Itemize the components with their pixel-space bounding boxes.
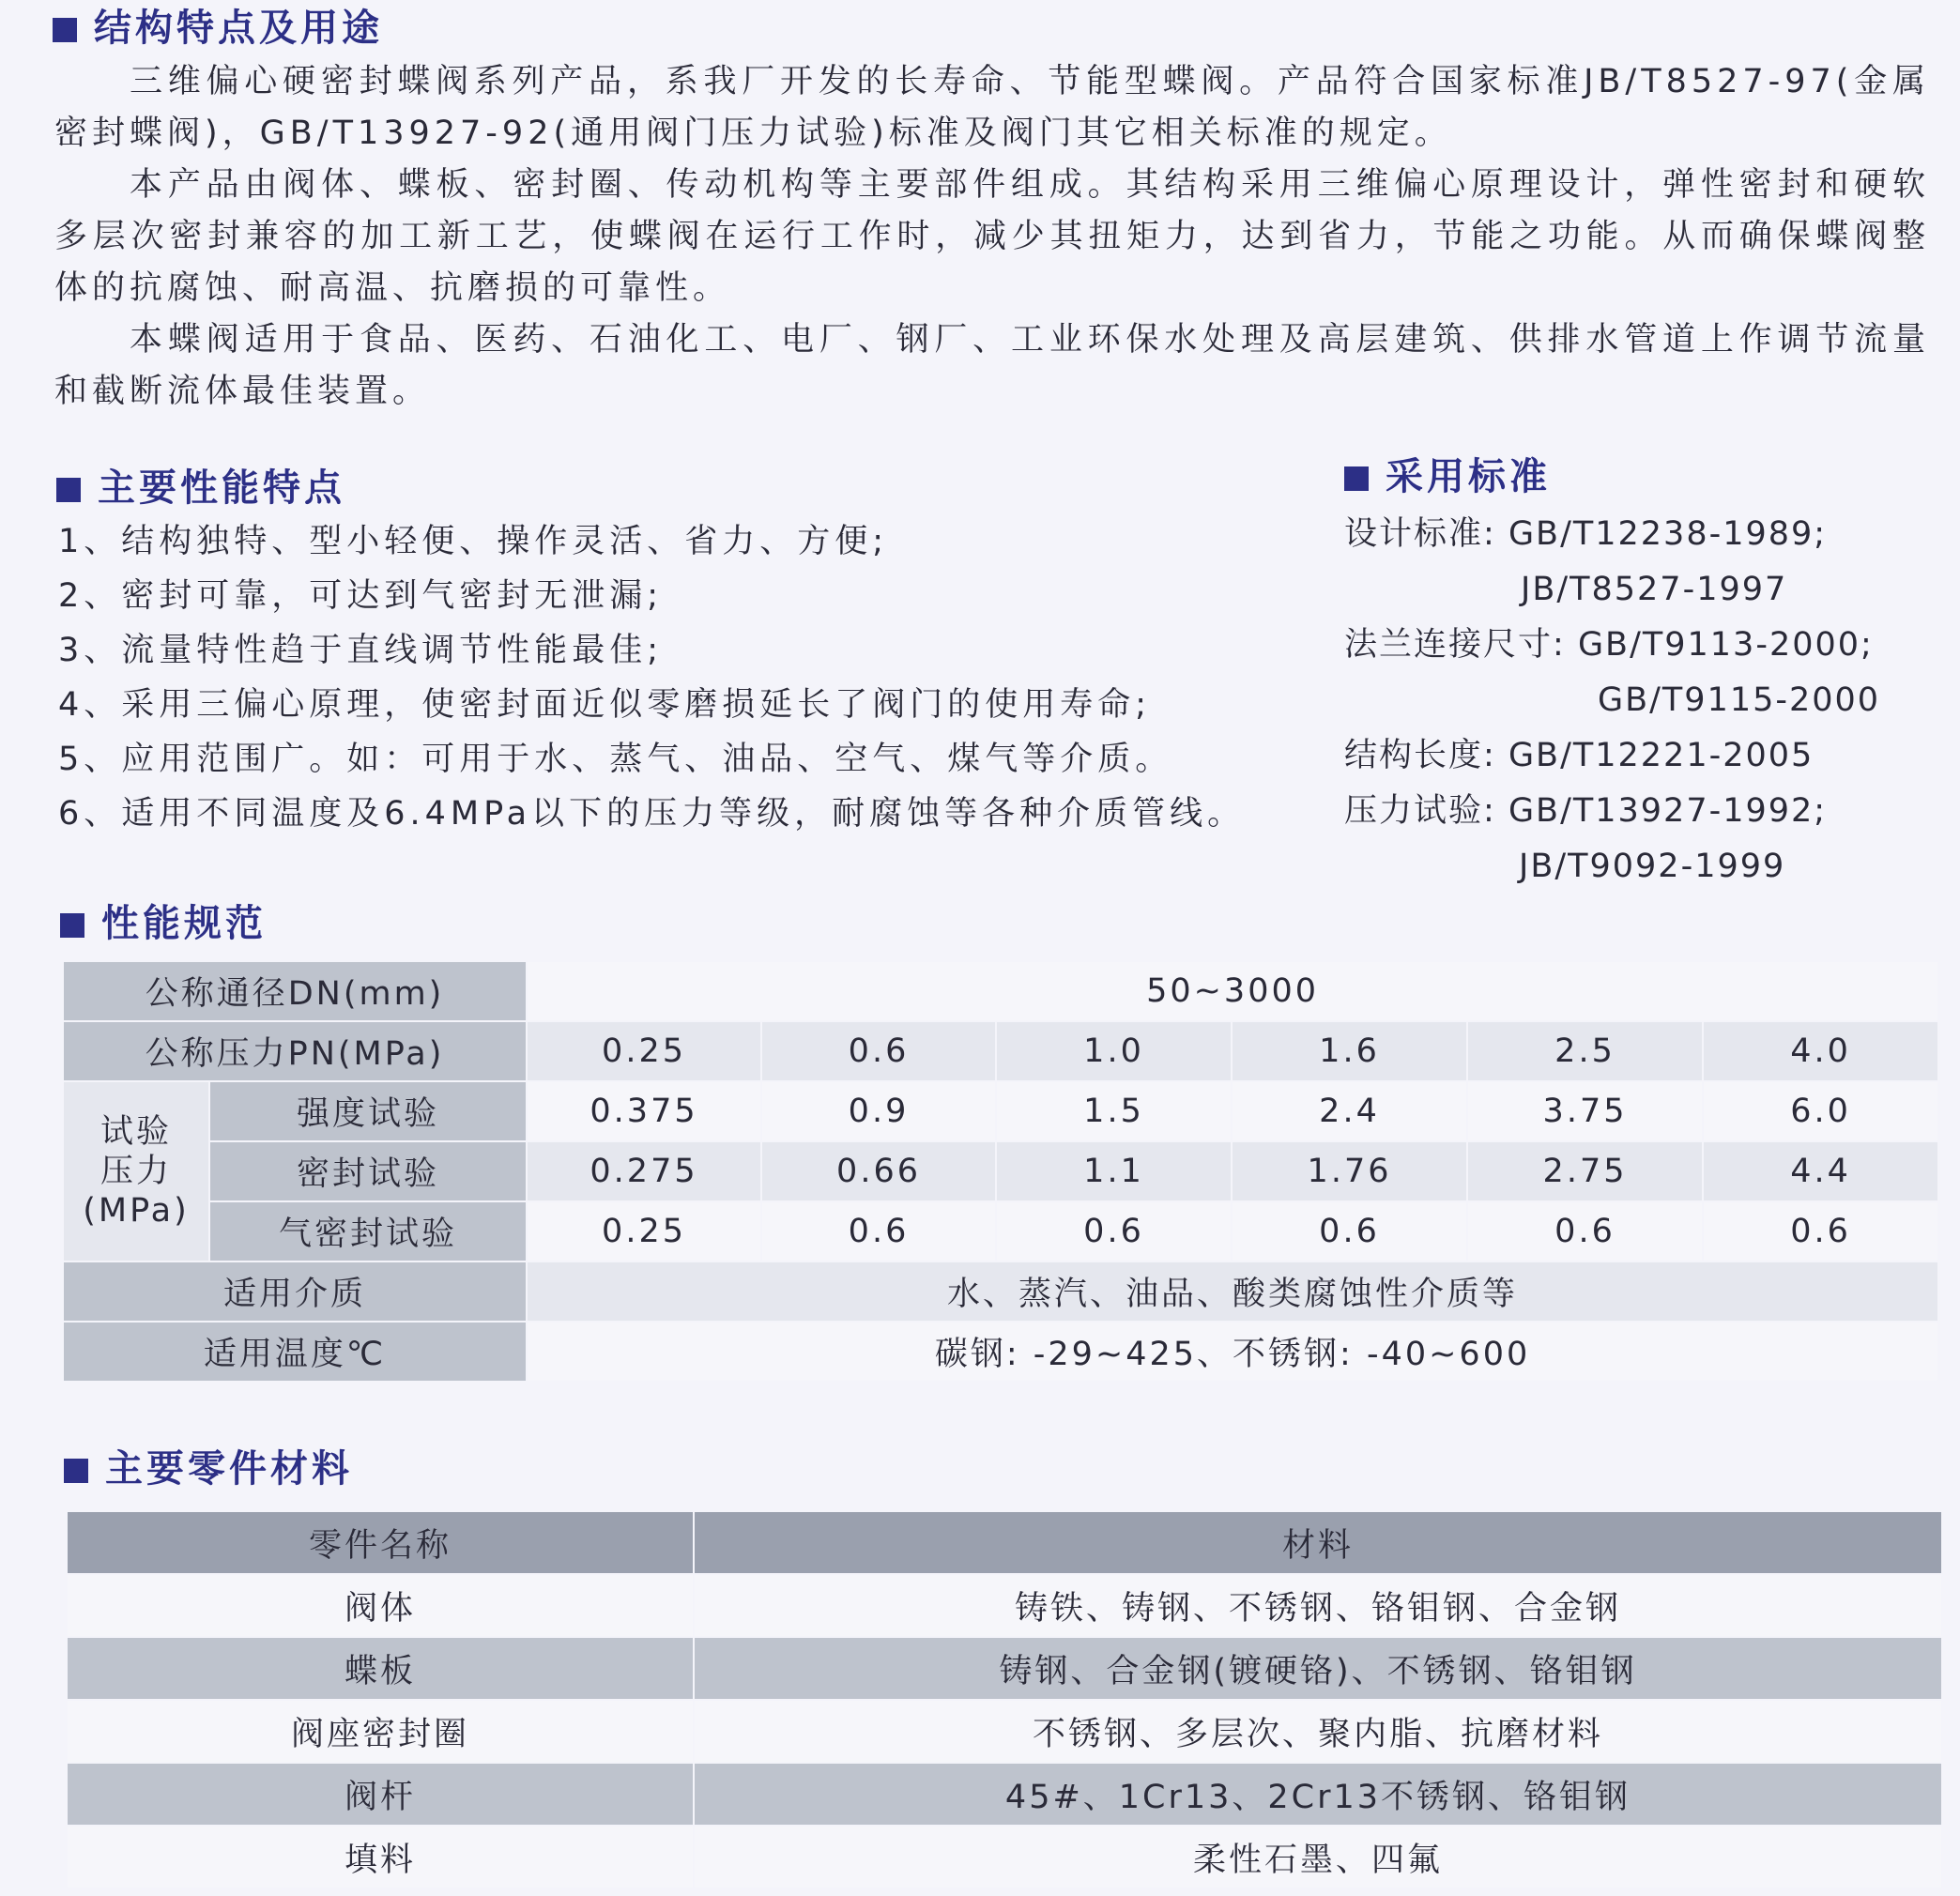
seal-value: 1.76 [1232, 1141, 1467, 1201]
table-row [63, 1322, 1938, 1382]
table-row [67, 1763, 1942, 1826]
seal-test-label: 密封试验 [209, 1141, 527, 1201]
part-name: 阀座密封圈 [67, 1700, 694, 1763]
strength-value: 0.9 [761, 1081, 996, 1141]
air-value: 0.6 [1467, 1201, 1703, 1261]
paragraph-structure: 本产品由阀体、蝶板、密封圈、传动机构等主要部件组成。其结构采用三维偏心原理设计，弹性密封和硬软多层次密封兼容的加工新工艺，使蝶阀在运行工作时，减少其扭矩力，达到省力，节能之功能。从而确保蝶阀整体的抗腐蚀、耐高温、抗磨损的可靠性。 [54, 166, 1930, 307]
header-material: 材料 [694, 1511, 1942, 1574]
feature-item: 1、结构独特、型小轻便、操作灵活、省力、方便; [58, 523, 889, 560]
table-row [63, 1021, 1938, 1081]
part-name: 填料 [67, 1826, 694, 1888]
paragraph-intro: 三维偏心硬密封蝶阀系列产品，系我厂开发的长寿命、节能型蝶阀。产品符合国家标准JB/T8527-97(金属密封蝶阀)，GB/T13927-92(通用阀门压力试验)标准及阀门其它相关标准的规定。 [54, 63, 1930, 152]
part-material: 铸钢、合金钢(镀硬铬)、不锈钢、铬钼钢 [694, 1637, 1942, 1700]
section-title-structure: 结构特点及用途 [53, 6, 383, 51]
feature-item: 5、应用范围广。如：可用于水、蒸气、油品、空气、煤气等介质。 [58, 741, 1173, 778]
header-part-name: 零件名称 [67, 1511, 694, 1574]
section-title-spec: 性能规范 [60, 901, 267, 946]
strength-value: 2.4 [1232, 1081, 1467, 1141]
medium-label: 适用介质 [63, 1261, 527, 1322]
strength-value: 1.5 [996, 1081, 1232, 1141]
medium-value: 水、蒸汽、油品、酸类腐蚀性介质等 [527, 1261, 1938, 1322]
pn-value: 0.6 [761, 1021, 996, 1081]
seal-value: 2.75 [1467, 1141, 1703, 1201]
table-row [63, 1261, 1938, 1322]
section-title-materials: 主要零件材料 [64, 1446, 353, 1491]
part-name: 阀杆 [67, 1763, 694, 1826]
strength-value: 0.375 [527, 1081, 761, 1141]
standard-flange-2: GB/T9115-2000 [1598, 681, 1881, 719]
standard-pressure-2: JB/T9092-1999 [1519, 848, 1786, 885]
feature-item: 4、采用三偏心原理，使密封面近似零磨损延长了阀门的使用寿命; [58, 686, 1152, 724]
pn-label: 公称压力PN(MPa) [63, 1021, 527, 1081]
pn-value: 2.5 [1467, 1021, 1703, 1081]
section-title-standards: 采用标准 [1344, 454, 1551, 499]
paragraph-application: 本蝶阀适用于食品、医药、石油化工、电厂、钢厂、工业环保水处理及高层建筑、供排水管道上作调节流量和截断流体最佳装置。 [54, 321, 1930, 410]
dn-value: 50~3000 [527, 961, 1938, 1021]
square-bullet-icon [53, 18, 77, 42]
square-bullet-icon [56, 478, 81, 502]
standard-design: 设计标准: GB/T12238-1989; [1344, 515, 1828, 553]
table-row [67, 1574, 1942, 1637]
standards-list [1344, 507, 1880, 894]
part-name: 蝶板 [67, 1637, 694, 1700]
materials-table [66, 1510, 1943, 1889]
strength-value: 6.0 [1703, 1081, 1938, 1141]
spec-table [62, 960, 1939, 1383]
feature-item: 2、密封可靠，可达到气密封无泄漏; [58, 577, 664, 615]
part-material: 铸铁、铸钢、不锈钢、铬钼钢、合金钢 [694, 1574, 1942, 1637]
table-row [67, 1637, 1942, 1700]
standard-pressure: 压力试验: GB/T13927-1992; [1344, 792, 1828, 830]
strength-test-label: 强度试验 [209, 1081, 527, 1141]
air-value: 0.25 [527, 1201, 761, 1261]
table-row [67, 1511, 1942, 1574]
part-material: 柔性石墨、四氟 [694, 1826, 1942, 1888]
feature-list [58, 514, 1245, 841]
air-value: 0.6 [1703, 1201, 1938, 1261]
feature-item: 3、流量特性趋于直线调节性能最佳; [58, 632, 664, 669]
table-row [67, 1826, 1942, 1888]
pn-value: 0.25 [527, 1021, 761, 1081]
square-bullet-icon [1344, 466, 1369, 491]
test-pressure-label: 试验 压力 (MPa) [63, 1081, 209, 1261]
square-bullet-icon [64, 1459, 88, 1483]
table-row [63, 1201, 1938, 1261]
part-name: 阀体 [67, 1574, 694, 1637]
standard-length: 结构长度: GB/T12221-2005 [1344, 737, 1815, 774]
air-value: 0.6 [996, 1201, 1232, 1261]
seal-value: 4.4 [1703, 1141, 1938, 1201]
seal-value: 0.66 [761, 1141, 996, 1201]
part-material: 不锈钢、多层次、聚内脂、抗磨材料 [694, 1700, 1942, 1763]
table-row [67, 1700, 1942, 1763]
standard-design-2: JB/T8527-1997 [1521, 571, 1788, 608]
table-row [63, 1141, 1938, 1201]
dn-label: 公称通径DN(mm) [63, 961, 527, 1021]
air-value: 0.6 [761, 1201, 996, 1261]
air-seal-test-label: 气密封试验 [209, 1201, 527, 1261]
seal-value: 1.1 [996, 1141, 1232, 1201]
seal-value: 0.275 [527, 1141, 761, 1201]
pn-value: 1.0 [996, 1021, 1232, 1081]
temperature-value: 碳钢: -29~425、不锈钢: -40~600 [527, 1322, 1938, 1382]
section-title-performance: 主要性能特点 [56, 466, 345, 511]
air-value: 0.6 [1232, 1201, 1467, 1261]
standard-flange: 法兰连接尺寸: GB/T9113-2000; [1344, 626, 1874, 664]
strength-value: 3.75 [1467, 1081, 1703, 1141]
temperature-label: 适用温度℃ [63, 1322, 527, 1382]
part-material: 45#、1Cr13、2Cr13不锈钢、铬钼钢 [694, 1763, 1942, 1826]
feature-item: 6、适用不同温度及6.4MPa以下的压力等级，耐腐蚀等各种介质管线。 [58, 795, 1246, 833]
pn-value: 4.0 [1703, 1021, 1938, 1081]
table-row [63, 961, 1938, 1021]
table-row [63, 1081, 1938, 1141]
pn-value: 1.6 [1232, 1021, 1467, 1081]
square-bullet-icon [60, 913, 84, 938]
